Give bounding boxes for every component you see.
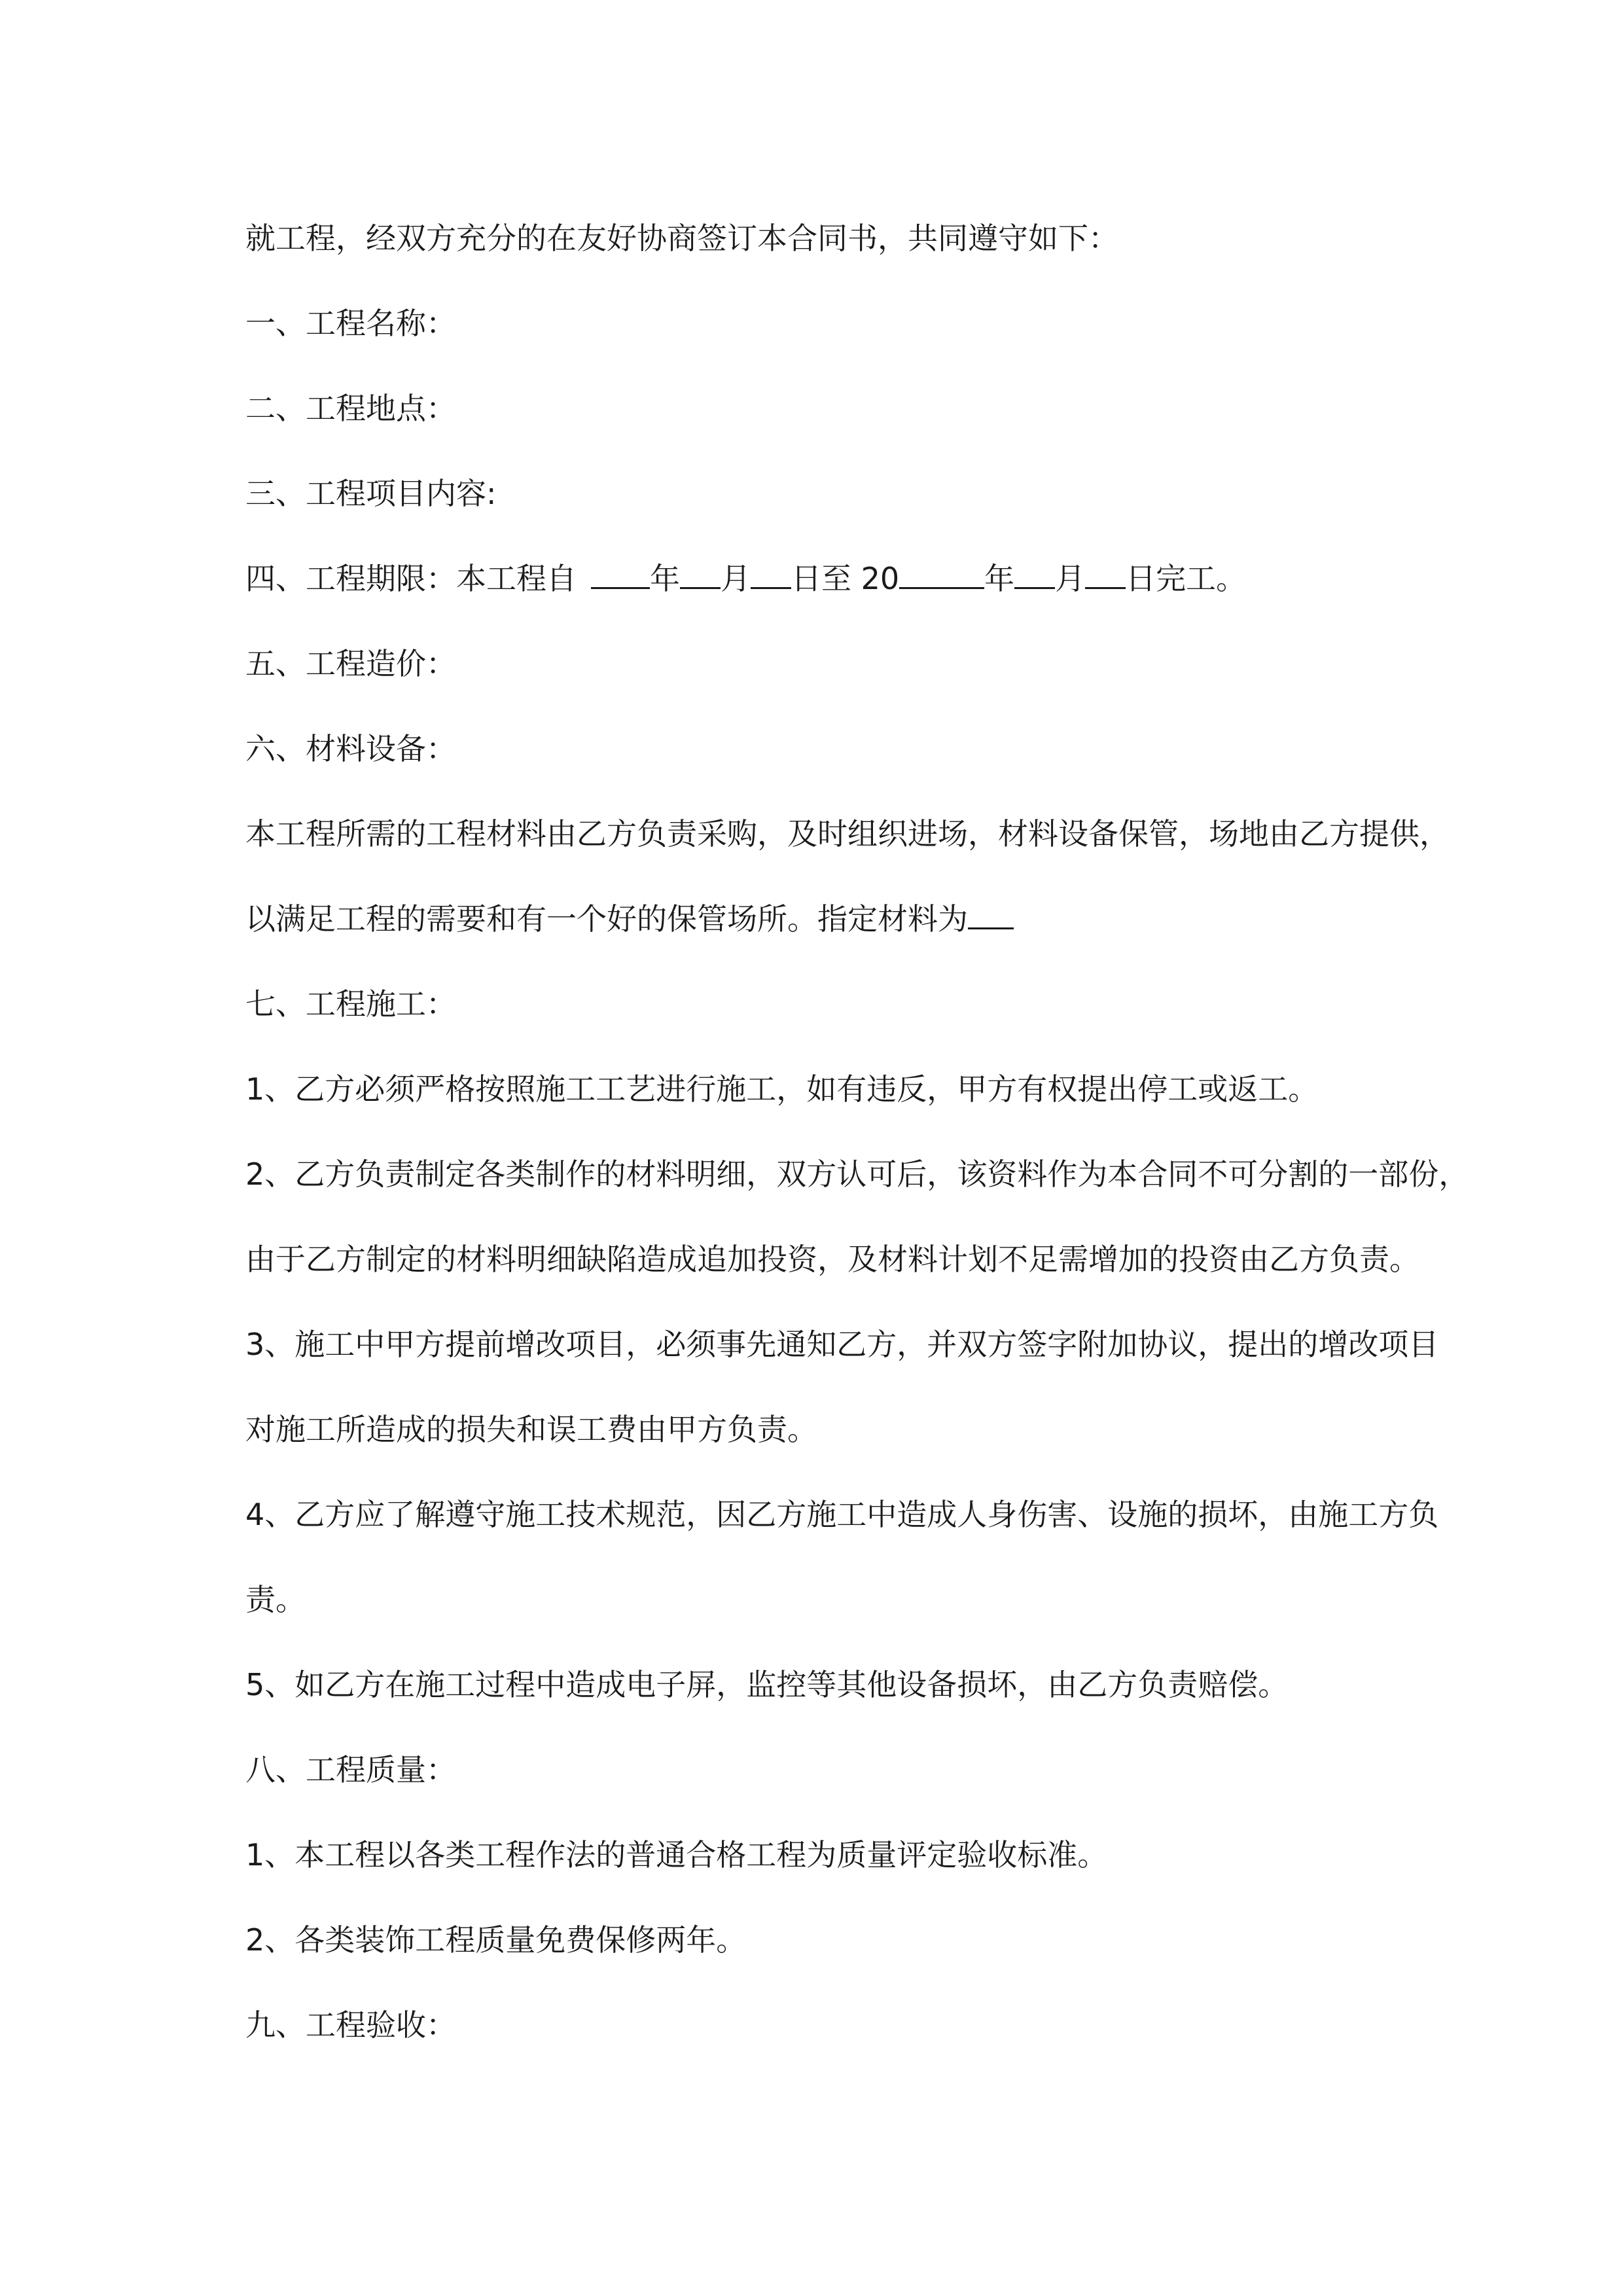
contract-intro: 就工程，经双方充分的在友好协商签订本合同书，共同遵守如下： [245,221,1118,256]
materials-text-line-2-content: 以满足工程的需要和有一个好的保管场所。指定材料为 [245,901,968,937]
section-project-period [245,559,1397,598]
section-project-location: 二、工程地点： [245,391,456,426]
designated-material-blank [968,901,1014,929]
start-day-unit: 日至 20 [791,561,900,596]
start-day-blank [751,561,791,589]
end-year-unit: 年 [984,561,1015,596]
period-prefix: 四、工程期限：本工程自 [245,561,577,596]
start-year-unit: 年 [650,561,680,596]
start-month-unit: 月 [721,561,751,596]
end-day-unit: 日完工。 [1126,561,1247,596]
construction-item-4-line-1: 4、乙方应了解遵守施工技术规范，因乙方施工中造成人身伤害、设施的损坏，由施工方负 [245,1497,1439,1532]
construction-item-1: 1、乙方必须严格按照施工工艺进行施工，如有违反，甲方有权提出停工或返工。 [245,1071,1319,1107]
section-quality: 八、工程质量： [245,1752,456,1787]
materials-text-line-1: 本工程所需的工程材料由乙方负责采购，及时组织进场，材料设备保管，场地由乙方提供， [245,816,1450,852]
construction-item-3-line-2: 对施工所造成的损失和误工费由甲方负责。 [245,1412,817,1447]
end-month-unit: 月 [1055,561,1086,596]
end-day-blank [1085,561,1126,589]
section-materials: 六、材料设备： [245,731,456,766]
end-year-blank [899,561,984,589]
section-project-content: 三、工程项目内容: [245,476,497,511]
start-month-blank [680,561,721,589]
construction-item-2-line-2: 由于乙方制定的材料明细缺陷造成追加投资，及材料计划不足需增加的投资由乙方负责。 [245,1242,1419,1277]
start-year-blank [591,561,650,589]
quality-item-1: 1、本工程以各类工程作法的普通合格工程为质量评定验收标准。 [245,1837,1108,1873]
section-project-cost: 五、工程造价： [245,646,456,681]
section-project-name: 一、工程名称： [245,306,456,341]
construction-item-5: 5、如乙方在施工过程中造成电子屏，监控等其他设备损坏，由乙方负责赔偿。 [245,1667,1289,1702]
materials-text-line-2 [245,899,1397,939]
construction-item-3-line-1: 3、施工中甲方提前增改项目，必须事先通知乙方，并双方签字附加协议，提出的增改项目 [245,1327,1439,1362]
construction-item-4-line-2: 责。 [245,1582,306,1617]
quality-item-2: 2、各类装饰工程质量免费保修两年。 [245,1922,747,1958]
construction-item-2-line-1: 2、乙方负责制定各类制作的材料明细，双方认可后，该资料作为本合同不可分割的一部份， [245,1157,1469,1192]
section-construction: 七、工程施工： [245,986,456,1022]
end-month-blank [1014,561,1055,589]
section-acceptance: 九、工程验收： [245,2007,456,2043]
